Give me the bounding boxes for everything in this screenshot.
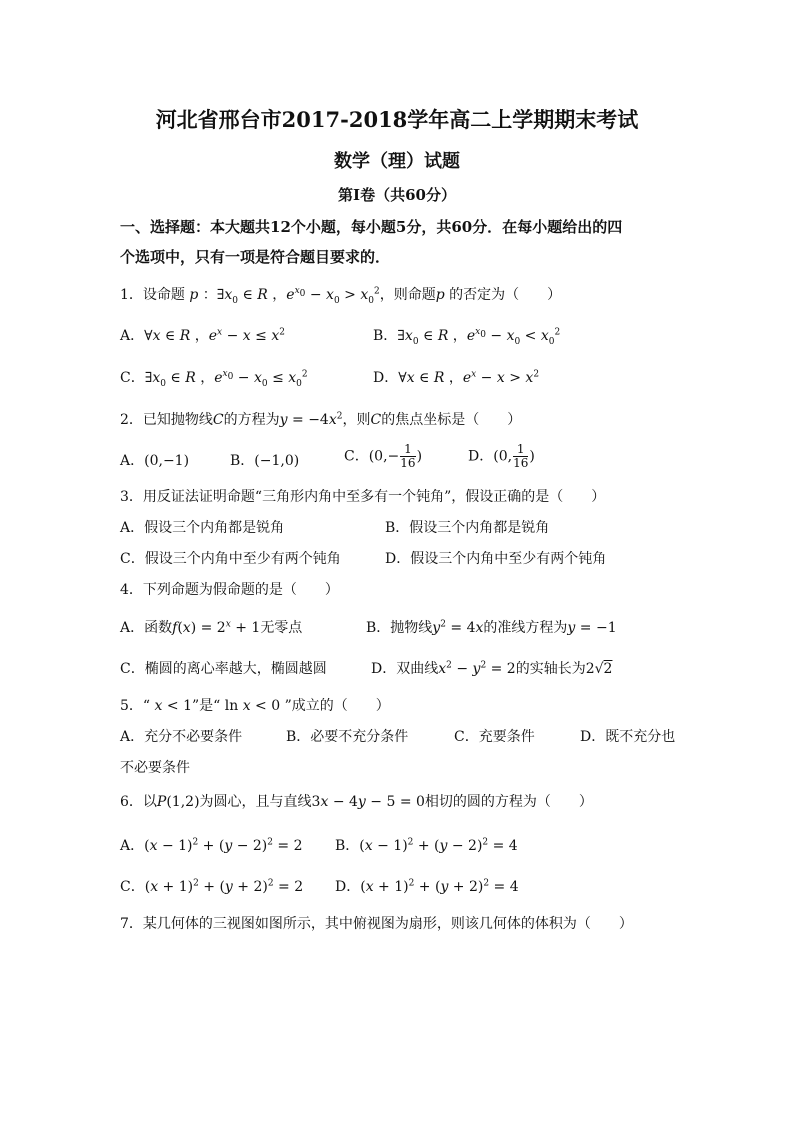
question-4: 4．下列命题为假命题的是（ ） [120, 582, 339, 598]
q4-option-c: C．椭圆的离心率越大，椭圆越圆 [120, 661, 327, 677]
q5-option-d-cont: 不必要条件 [120, 760, 190, 776]
q4-option-d: D．双曲线$x^2 - y^2 = 2$的实轴长为2√2 [371, 660, 613, 677]
exam-title: 河北省邢台市2017-2018学年高二上学期期末考试 [155, 107, 639, 132]
q5-option-d: D．既不充分也 [580, 729, 676, 745]
q2-option-a: A．(0,−1) [120, 453, 190, 469]
question-3: 3．用反证法证明命题“三角形内角中至多有一个钝角”，假设正确的是（ ） [120, 489, 606, 505]
q5-option-c: C．充要条件 [454, 729, 535, 745]
q1-post2: 的否定为（ ） [449, 287, 562, 303]
question-6: 6．以P(1,2)为圆心，且与直线3x − 4y − 5 = 0相切的圆的方程为（ ） [120, 794, 593, 810]
q3-option-a: A．假设三个内角都是锐角 [120, 520, 285, 536]
q2-option-d: D．(0, $\frac{1}{16}$ ) [468, 442, 535, 470]
question-2: 2．已知抛物线C的方程为$y = -4x^2$，则C的焦点坐标是（ ） [120, 411, 522, 428]
q6-option-a: A．$(x - 1)^2 + (y - 2)^2 = 2$ [120, 837, 303, 854]
question-7: 7．某几何体的三视图如图所示，其中俯视图为扇形，则该几何体的体积为（ ） [120, 916, 633, 932]
q6-option-c: C．$(x + 1)^2 + (y + 2)^2 = 2$ [120, 878, 304, 895]
q3-option-b: B．假设三个内角都是锐角 [385, 520, 550, 536]
q2-option-c: C．(0,− $\frac{1}{16}$ ) [344, 442, 423, 470]
q1-num: 1． [120, 287, 143, 303]
q2-option-b: B．(−1,0) [230, 453, 300, 469]
q3-option-d: D．假设三个内角中至少有两个钝角 [385, 551, 607, 567]
q3-option-c: C．假设三个内角中至少有两个钝角 [120, 551, 341, 567]
section-instruction-line1: 一、选择题：本大题共12个小题，每小题5分，共60分．在每小题给出的四 [120, 218, 623, 236]
section-instruction-line2: 个选项中，只有一项是符合题目要求的． [120, 248, 391, 266]
q1-option-d: D．∀x ∈ R ，$e^x - x > x^2$ [373, 369, 540, 386]
q4-option-a: A．函数$f(x) = 2^x + 1$无零点 [120, 619, 303, 636]
exam-part: 第Ⅰ卷（共60分） [338, 186, 456, 204]
q1-option-a: A．∀x ∈ R ，$e^x - x \le x^2$ [120, 327, 285, 344]
q1-option-b: B．$\exists x_0$ ∈ R ，$e^{x_0} - x_0 < x_0^2$ [373, 327, 561, 347]
q1-pre: 设命题 [142, 287, 185, 303]
q1-post: ，则命题 [379, 287, 436, 303]
exam-subject: 数学（理）试题 [334, 151, 460, 172]
q5-option-a: A．充分不必要条件 [120, 729, 243, 745]
q1-option-c: C．$\exists x_0$ ∈ R ，$e^{x_0} - x_0 \le x_0^2$ [120, 369, 308, 389]
question-1: 1．设命题 p ：$\exists x_0$ ∈ R ，$e^{x_0} - x_0 > x_0^2$，则命题p 的否定为（ ） [120, 286, 562, 306]
question-5: 5．“ x < 1”是“ ln x < 0 ”成立的（ ） [120, 698, 390, 714]
q5-option-b: B．必要不充分条件 [286, 729, 409, 745]
q6-option-b: B．$(x - 1)^2 + (y - 2)^2 = 4$ [335, 837, 518, 854]
q6-option-d: D．$(x + 1)^2 + (y + 2)^2 = 4$ [335, 878, 519, 895]
q4-option-b: B．抛物线$y^2 = 4x$的准线方程为y = −1 [366, 619, 617, 636]
